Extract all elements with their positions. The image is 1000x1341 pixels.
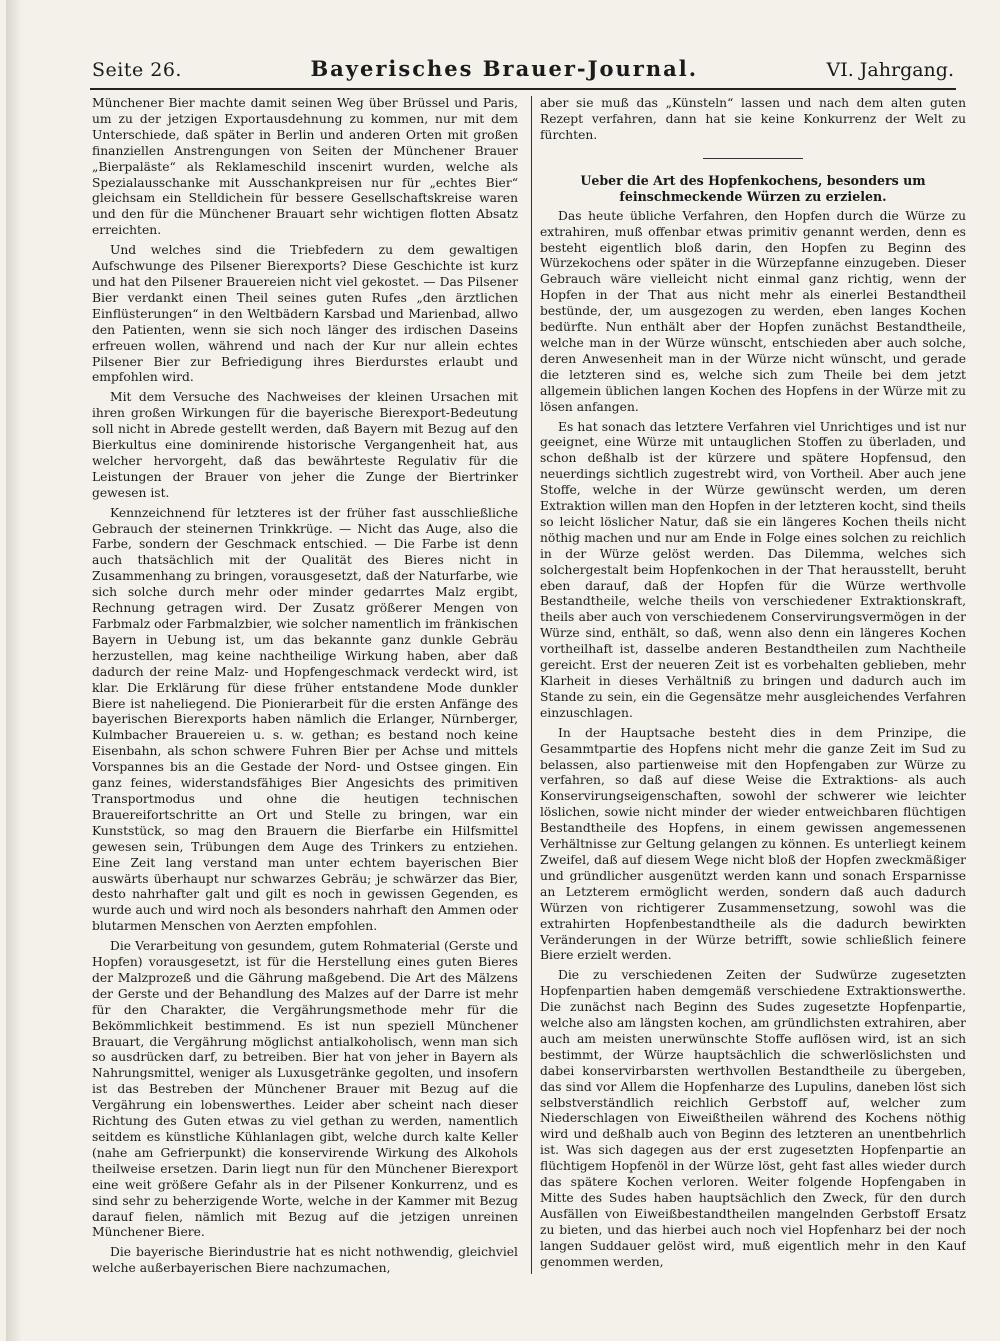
paragraph: Die zu verschiedenen Zeiten der Sudwürze zugesetzten Hopfenpartien haben demgemäß verschiedene Extraktionswerthe. Die zunächst nach Beginn des Sudes zugesetzte Hopfenpartie, welche also am längsten kochen, am gründlichsten extrahiren, aber auch am meisten unerwünschte Stoffe auflösen wird, ist an sich bestimmt, der Würze hauptsächlich die schwerlöslichsten und dabei konservirbarsten werthvollen Bestandtheile zu übergeben, das sind vor Allem die Hopfenharze des Lupulins, daneben löst sich selbstverständlich reichlich Gerbstoff auf, welcher zum Niederschlagen von Eiweißtheilen während des Kochens nöthig wird und deßhalb auch von Beginn des letzteren an unentbehrlich ist. Was sich dagegen aus der erst zugesetzten Hopfenpartie an flüchtigem Hopfenöl in der Würze löst, geht fast alles wieder durch das spätere Kochen verloren. Weiter folgende Hopfengaben in Mitte des Sudes haben hauptsächlich den Zweck, für den durch Ausfällen von Eiweißbestandtheilen mangelnden Gerbstoff Ersatz zu bieten, und das hierbei auch noch viel Hopfenharz bei der noch langen Suddauer gelöst wird, muß eigentlich mehr in den Kauf genommen werden, bbox=[540, 968, 966, 1269]
paragraph: Es hat sonach das letztere Verfahren viel Unrichtiges und ist nur geeignet, eine Würze mit untauglichen Stoffen zu überladen, und schon deßhalb ist der kürzere und spätere Hopfensud, den neuerdings sichtlich zugestrebt wird, von Vortheil. Aber auch jene Stoffe, welche in der Würze gewünscht werden, um deren Extraktion willen man den Hopfen in der letzteren kocht, sind theils so leicht löslicher Natur, daß sie ein längeres Kochen theils nicht nöthig machen und nur am Ende in Folge eines solchen zu reichlich in der Würze gelöst werden. Das Dilemma, welches sich solchergestalt beim Hopfenkochen in der That herausstellt, beruht eben darauf, daß der Hopfen für die Würze werthvolle Bestandtheile, welche theils von verschiedener Extraktionskraft, theils aber auch von verschiedenem Conservirungsvermögen in der Würze sind, enthält, so daß, wenn also denn ein längeres Kochen vortheilhaft ist, dasselbe anderen Bestandtheilen zum Nachtheile gereicht. Erst der neueren Zeit ist es vorbehalten geblieben, mehr Klarheit in dieses Verhältniß zu bringen und dadurch auch im Stande zu sein, ein die Gegensätze mehr ausgleichendes Verfahren einzuschlagen. bbox=[540, 419, 966, 720]
section-divider bbox=[703, 158, 803, 159]
paragraph: In der Hauptsache besteht dies in dem Prinzipe, die Gesammtpartie des Hopfens nicht mehr die ganze Zeit im Sud zu belassen, also partienweise mit den Hopfengaben zur Würze zu verfahren, so daß auf diese Weise die Extraktions- als auch Konservirungseigenschaften, sowohl der schwerer wie leichter löslichen, sowie nicht minder der wieder entweichbaren flüchtigen Bestandtheile des Hopfens, in einem gewissen angemessenen Verhältnisse zur Geltung gelangen zu können. Es unterliegt keinem Zweifel, daß auf diesem Wege nicht bloß der Hopfen zweckmäßiger und gründlicher ausgenützt werden kann und sonach Ersparnisse an Letzterem ermöglicht werden, sondern daß auch dadurch Würzen von richtigerer Zusammensetzung, sowohl was die extrahirten Hopfenbestandtheile als die dadurch bewirkten Veränderungen in der Würze betrifft, sowie schließlich feinere Biere erzielt werden. bbox=[540, 725, 966, 963]
paragraph: Münchener Bier machte damit seinen Weg über Brüssel und Paris, um zu der jetzigen Exportausdehnung zu kommen, nur mit dem Unterschiede, daß später in Berlin und anderen Orten mit großen finanziellen Anstrengungen von Seiten der Münchener Brauer „Bierpaläste“ als Reklameschild inscenirt wurden, welche als Spezialausschanke mit Ausschankpreisen nur für „echtes Bier“ gleichsam ein Stelldichein für bessere Gesellschaftskreise waren und den für die Münchener Brauart sehr wichtigen flotten Absatz erreichten. bbox=[92, 96, 518, 238]
paragraph: Die bayerische Bierindustrie hat es nicht nothwendig, gleichviel welche außerbayerischen Biere nachzumachen, bbox=[92, 1245, 518, 1276]
journal-title: Bayerisches Brauer-Journal. bbox=[310, 56, 699, 81]
header-rule bbox=[90, 88, 956, 90]
article-title: Ueber die Art des Hopfenkochens, besonders um feinschmeckende Würzen zu erzielen. bbox=[580, 172, 926, 204]
page-number: Seite 26. bbox=[92, 59, 182, 81]
paragraph: Kennzeichnend für letzteres ist der früher fast ausschließliche Gebrauch der steinernen Trinkkrüge. — Nicht das Auge, also die Farbe, sondern der Geschmack entschied. — Die Farbe ist denn auch thatsächlich mit der Qualität des Bieres nicht in Zusammenhang zu bringen, vorausgesetzt, daß der Naturfarbe, wie sich solche durch mehr oder minder gedarrtes Malz ergibt, Rechnung getragen wird. Der Zusatz größerer Mengen von Farbmalz oder Farbmalzbier, wie solcher namentlich im fränkischen Bayern in Uebung ist, um das bekannte ganz dunkle Gebräu herzustellen, mag keine nachtheilige Wirkung haben, aber daß dadurch der reine Malz- und Hopfengeschmack verdeckt wird, ist klar. Die Erklärung für diese früher entstandene Mode dunkler Biere ist naheliegend. Die Pionierarbeit für die ersten Anfänge des bayerischen Bierexports haben nämlich die Erlanger, Nürnberger, Kulmbacher Brauereien u. s. w. gethan; es bestand noch keine Eisenbahn, als schon schwere Fuhren Bier per Achse und mittels Vorspannes bis an die Gestade der Nord- und Ostsee gingen. Ein ganz feines, widerstandsfähiges Bier Angesichts des primitiven Transportmodus und ohne die heutigen technischen Brauereifortschritte an Ort und Stelle zu bringen, war ein Kunststück, so mag den Brauern die Bierfarbe ein Hilfsmittel gewesen sein, Trübungen dem Auge des Trinkers zu entziehen. Eine Zeit lang verstand man unter echtem bayerischen Bier auswärts überhaupt nur schwarzes Gebräu; je schwärzer das Bier, desto nahrhafter galt und gilt es noch in gewissen Gegenden, es wurde auch und wird noch als besonders nahrhaft den Ammen oder blutarmen Menschen von Aerzten empfohlen. bbox=[92, 505, 518, 934]
volume-label: VI. Jahrgang. bbox=[826, 59, 954, 81]
paragraph: Die Verarbeitung von gesundem, gutem Rohmaterial (Gerste und Hopfen) vorausgesetzt, ist für die Herstellung eines guten Bieres der Malzprozeß und die Gährung maßgebend. Die Art des Mälzens der Gerste und der Behandlung des Malzes auf der Darre ist mehr für den Charakter, die Vergährungsmethode mehr für die Bekömmlichkeit bestimmend. Es ist nun speziell Münchener Brauart, die Vergährung möglichst antialkoholisch, wenn man sich so ausdrücken darf, zu betreiben. Bier hat von jeher in Bayern als Nahrungsmittel, weniger als Luxusgetränke gegolten, und insofern ist das Bestreben der Münchener Brauer mit Bezug auf die Vergährung ein lobenswerthes. Leider aber scheint nach dieser Richtung des Guten etwas zu viel gethan zu werden, namentlich seitdem es künstliche Kühlanlagen gibt, welche durch kalte Keller (nahe am Gefrierpunkt) die konservirende Wirkung des Alkohols theilweise ersetzen. Darin liegt nun für den Münchener Bierexport eine weit größere Gefahr als in der Pilsener Konkurrenz, und es sind sehr zu beherzigende Worte, welche in der Kammer mit Bezug darauf fielen, nämlich mit Bezug auf die jetzigen unreinen Münchener Biere. bbox=[92, 939, 518, 1240]
paragraph: Das heute übliche Verfahren, den Hopfen durch die Würze zu extrahiren, muß offenbar etwas primitiv genannt werden, denn es besteht eigentlich bloß darin, den Hopfen zu Beginn des Würzekochens oder später in die Würzepfanne einzugeben. Dieser Gebrauch wäre vielleicht nicht einmal ganz richtig, wenn der Hopfen in der That aus nicht mehr als einerlei Bestandtheil bestünde, der, um ausgezogen zu werden, eben langes Kochen bedürfte. Nun enthält aber der Hopfen zunächst Bestandtheile, welche man in der Würze wünscht, entschieden aber auch solche, deren Anwesenheit man in der Würze nicht wünscht, und gerade die letzteren sind es, welche sich zum Theile bei dem jetzt allgemein üblichen langen Kochen des Hopfens in der Würze mit zu lösen anfangen. bbox=[540, 208, 966, 414]
left-column bbox=[92, 96, 518, 1276]
column-divider bbox=[531, 96, 532, 1274]
right-column bbox=[540, 96, 966, 1276]
page-header bbox=[92, 56, 954, 88]
paragraph: Mit dem Versuche des Nachweises der kleinen Ursachen mit ihren großen Wirkungen für die bayerische Bierexport-Bedeutung soll nicht in Abrede gestellt werden, daß Bayern mit Bezug auf den Bierkultus eine dominirende historische Vergangenheit hat, aus welcher hervorgeht, daß das bewährteste Regulativ für die Leistungen der Brauer von jeher die Zunge der Biertrinker gewesen ist. bbox=[92, 390, 518, 500]
paragraph: aber sie muß das „Künsteln“ lassen und nach dem alten guten Rezept verfahren, dann hat sie keine Konkurrenz der Welt zu fürchten. bbox=[540, 96, 966, 142]
paragraph: Und welches sind die Triebfedern zu dem gewaltigen Aufschwunge des Pilsener Bierexports? Diese Geschichte ist kurz und hat den Pilsener Brauereien nicht viel gekostet. — Das Pilsener Bier verdankt einen Theil seines guten Rufes „den ärztlichen Einflüsterungen“ in den Weltbädern Karsbad und Marienbad, allwo den Patienten, wenn sie sich noch länger des irdischen Daseins erfreuen wollen, während und nach der Kur nur allein echtes Pilsener Bier zur Befriedigung ihres Bierdurstes erlaubt und empfohlen wird. bbox=[92, 243, 518, 385]
binding-shadow bbox=[6, 0, 22, 1341]
